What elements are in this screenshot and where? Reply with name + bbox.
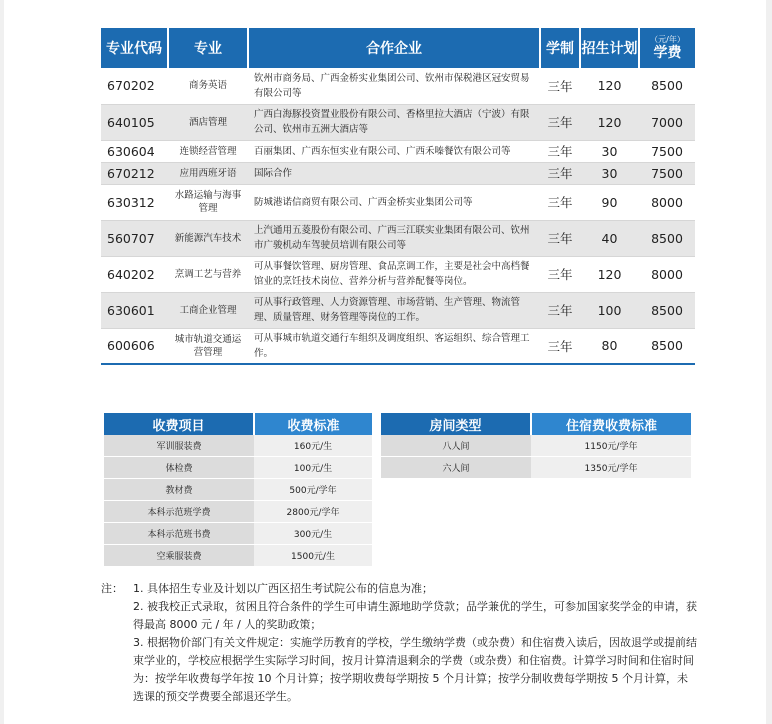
fee-standard-cell: 1500元/生 [254, 545, 372, 567]
notes-lead: 注： [101, 582, 123, 595]
fee-cell: 8500 [639, 68, 695, 104]
length-cell: 三年 [540, 328, 580, 364]
note-item: 3. 根据物价部门有关文件规定：实施学历教育的学校，学生缴纳学费（或杂费）和住宿费入读后，因故退学或提前结束学业的，学校应根据学生实际学习时间，按月计算清退剩余的学费（或杂费）和住宿费。计算学习时间和住宿时间为：按学年收费每学年按 10 个月计算；按学期收费每学期按 5 个月计算；按学分制收费每学期按 5 个月计算，未选课的预交学费要全部退还学生。 [133, 636, 697, 703]
col-room-type: 房间类型 [381, 413, 531, 435]
fee-cell: 8000 [639, 256, 695, 292]
room-type-cell: 六人间 [381, 457, 531, 479]
fee-cell: 8000 [639, 184, 695, 220]
major-name-cell: 城市轨道交通运营管理 [168, 328, 248, 364]
col-fee [639, 28, 695, 68]
major-code-cell: 640202 [101, 256, 168, 292]
fee-cell: 7500 [639, 162, 695, 184]
fee-unit: （元/年） [650, 35, 685, 44]
room-standard-cell: 1150元/学年 [531, 435, 691, 457]
length-cell: 三年 [540, 68, 580, 104]
notes-list [133, 580, 698, 706]
plan-cell: 30 [580, 162, 639, 184]
length-cell: 三年 [540, 162, 580, 184]
fee-section [101, 413, 695, 595]
length-cell: 三年 [540, 184, 580, 220]
note-item: 2. 被我校正式录取，贫困且符合条件的学生可申请生源地助学贷款；品学兼优的学生，可参加国家奖学金的申请，获得最高 8000 元 / 年 / 人的奖助政策； [133, 600, 697, 631]
partner-cell: 可从事餐饮管理、厨房管理、食品烹调工作，主要是社会中高档餐馆业的烹饪技术岗位、营养分析与营养配餐等岗位。 [248, 256, 540, 292]
room-row [381, 435, 691, 457]
length-cell: 三年 [540, 256, 580, 292]
major-table-header [101, 28, 695, 68]
fee-label: 学费 [653, 45, 682, 61]
fee-cell: 8500 [639, 220, 695, 256]
partner-cell: 上汽通用五菱股份有限公司、广西三江联实业集团有限公司、钦州市广骏机动车驾驶员培训有限公司等 [248, 220, 540, 256]
fee-item-cell: 教材费 [104, 479, 254, 501]
note-item: 1. 具体招生专业及计划以广西区招生考试院公布的信息为准； [133, 582, 433, 595]
col-length: 学制 [540, 28, 580, 68]
major-code-cell: 670212 [101, 162, 168, 184]
partner-cell: 防城港诺信商贸有限公司、广西金桥实业集团公司等 [248, 184, 540, 220]
major-name-cell: 连锁经营管理 [168, 140, 248, 162]
major-row [101, 220, 695, 256]
fee-cell: 8500 [639, 328, 695, 364]
major-row [101, 68, 695, 104]
major-name-cell: 应用西班牙语 [168, 162, 248, 184]
fee-row [104, 457, 372, 479]
col-plan: 招生计划 [580, 28, 639, 68]
major-code-cell: 630604 [101, 140, 168, 162]
major-name-cell: 水路运输与海事管理 [168, 184, 248, 220]
major-name-cell: 商务英语 [168, 68, 248, 104]
major-row [101, 184, 695, 220]
plan-cell: 120 [580, 104, 639, 140]
room-type-cell: 八人间 [381, 435, 531, 457]
col-fee-item: 收费项目 [104, 413, 254, 435]
length-cell: 三年 [540, 292, 580, 328]
fee-cell: 7500 [639, 140, 695, 162]
major-code-cell: 630601 [101, 292, 168, 328]
major-table [101, 28, 695, 365]
length-cell: 三年 [540, 220, 580, 256]
partner-cell: 广西白海豚投资置业股份有限公司、香格里拉大酒店（宁波）有限公司、钦州市五洲大酒店等 [248, 104, 540, 140]
fee-row [104, 501, 372, 523]
fee-table [104, 413, 372, 567]
plan-cell: 80 [580, 328, 639, 364]
fee-row [104, 523, 372, 545]
major-row [101, 104, 695, 140]
document-page [4, 0, 766, 724]
fee-row [104, 479, 372, 501]
fee-standard-cell: 100元/生 [254, 457, 372, 479]
partner-cell: 百丽集团、广西东恒实业有限公司、广西禾嗪餐饮有限公司等 [248, 140, 540, 162]
fee-cell: 7000 [639, 104, 695, 140]
fee-standard-cell: 300元/生 [254, 523, 372, 545]
col-partner: 合作企业 [248, 28, 540, 68]
fee-item-cell: 空乘服装费 [104, 545, 254, 567]
col-code: 专业代码 [101, 28, 168, 68]
plan-cell: 120 [580, 68, 639, 104]
major-name-cell: 工商企业管理 [168, 292, 248, 328]
fee-item-cell: 本科示范班学费 [104, 501, 254, 523]
partner-cell: 钦州市商务局、广西金桥实业集团公司、钦州市保税港区冠安贸易有限公司等 [248, 68, 540, 104]
major-code-cell: 600606 [101, 328, 168, 364]
major-code-cell: 670202 [101, 68, 168, 104]
length-cell: 三年 [540, 104, 580, 140]
plan-cell: 120 [580, 256, 639, 292]
fee-standard-cell: 160元/生 [254, 435, 372, 457]
plan-cell: 30 [580, 140, 639, 162]
major-row [101, 140, 695, 162]
fee-cell: 8500 [639, 292, 695, 328]
major-code-cell: 640105 [101, 104, 168, 140]
fee-item-cell: 本科示范班书费 [104, 523, 254, 545]
fee-item-cell: 军训服装费 [104, 435, 254, 457]
room-row [381, 457, 691, 479]
partner-cell: 可从事城市轨道交通行车组织及调度组织、客运组织、综合管理工作。 [248, 328, 540, 364]
fee-item-cell: 体检费 [104, 457, 254, 479]
col-room-standard: 住宿费收费标准 [531, 413, 691, 435]
plan-cell: 100 [580, 292, 639, 328]
major-row [101, 256, 695, 292]
col-fee-standard: 收费标准 [254, 413, 372, 435]
major-name-cell: 新能源汽车技术 [168, 220, 248, 256]
partner-cell: 国际合作 [248, 162, 540, 184]
admission-sheet [101, 28, 695, 562]
major-code-cell: 560707 [101, 220, 168, 256]
major-row [101, 162, 695, 184]
fee-standard-cell: 500元/学年 [254, 479, 372, 501]
major-code-cell: 630312 [101, 184, 168, 220]
room-table [381, 413, 691, 479]
partner-cell: 可从事行政管理、人力资源管理、市场营销、生产管理、物流管理、质量管理、财务管理等岗位的工作。 [248, 292, 540, 328]
fee-row [104, 545, 372, 567]
major-row [101, 292, 695, 328]
major-name-cell: 烹调工艺与营养 [168, 256, 248, 292]
length-cell: 三年 [540, 140, 580, 162]
room-standard-cell: 1350元/学年 [531, 457, 691, 479]
fee-row [104, 435, 372, 457]
plan-cell: 90 [580, 184, 639, 220]
fee-standard-cell: 2800元/学年 [254, 501, 372, 523]
major-row [101, 328, 695, 364]
major-name-cell: 酒店管理 [168, 104, 248, 140]
col-major: 专业 [168, 28, 248, 68]
plan-cell: 40 [580, 220, 639, 256]
